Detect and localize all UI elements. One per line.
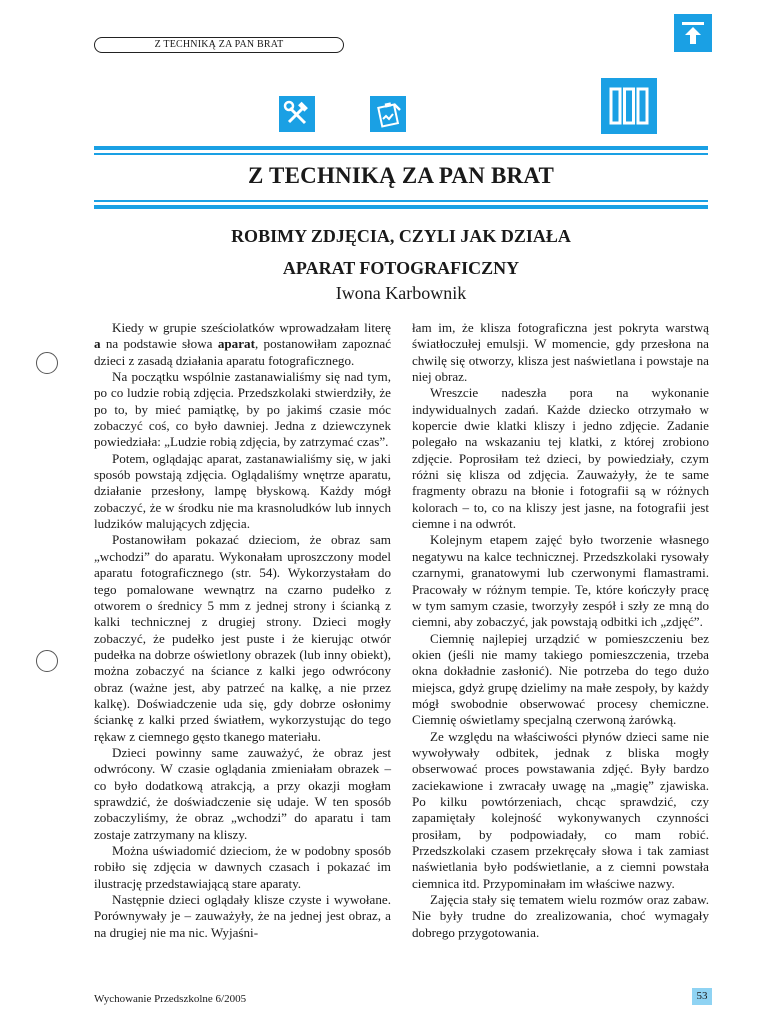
article-title-line1: ROBIMY ZDJĘCIA, CZYLI JAK DZIAŁA — [231, 226, 571, 246]
article-title-line2: APARAT FOTOGRAFICZNY — [282, 258, 520, 278]
divider-bottom-thick — [94, 205, 708, 209]
paragraph: Kiedy w grupie sześciolatków wprowadzałam literę a na podstawie słowa aparat, postanowiłam zapoznać dzieci z zasadą działania aparatu fotograficznego. — [94, 320, 392, 368]
paragraph: Wreszcie nadeszła pora na wykonanie indywidualnych zadań. Każde dziecko otrzymało w kopercie dwie klatki kliszy i jedno zdjęcie. Zadanie polegało na wskazaniu tej klatki, z której zrobiono zdjęcie. Poprosiłam też dzieci, by powiedziały, czym różni się klisza od zdjęcia. Zauważyły, że te same fragmenty obrazu na błonie i fotografii są w różnych kolorach – to, co na kliszy jest jasne, na fotografii jest ciemne i na odwrót. — [412, 385, 709, 532]
page-number-badge: 53 — [692, 988, 712, 1005]
page-title: Z TECHNIKĄ ZA PAN BRAT — [247, 163, 554, 188]
binder-hole-top — [36, 352, 58, 374]
paragraph: Postanowiłam pokazać dzieciom, że obraz sam „wchodzi” do aparatu. Wykonałam uproszczony model aparatu fotograficznego (str. 54). Wykorzystałam do tego pomalowane wewnątrz na czarno pudełko z otworem o średnicy 5 mm z jednej strony i ścianką z kalki technicznej z drugiej strony. Dzieci mogły zobaczyć, że pudełko jest puste i że kierując otwór pudełka na dobrze oświetlony obrazek (lub inny obiekt), można zobaczyć na ściance z kalki jego odwrócony obraz (ważne jest, aby patrzeć na kalkę, a nie przez kalkę). Doświadczenie uda się, gdy dobrze osłonimy ściankę z kalki przed światłem, wykorzystując do tego rękaw z ciemnego gęsto tkanego materiału. — [94, 532, 391, 744]
home-up-icon[interactable] — [674, 14, 712, 52]
body-column-right — [412, 320, 709, 941]
paragraph: Dzieci powinny same zauważyć, że obraz jest odwrócony. W czasie oglądania zmieniałam obrazek – co było dodatkową atrakcją, a przy okazji mogłam sprawdzić, że doświadczenie się udaje. W ten sposób zobaczyliśmy, że obraz „wchodzi” do aparatu i tam zostaje zatrzymany na kliszy. — [94, 744, 391, 842]
paragraph: Zajęcia stały się tematem wielu rozmów oraz zabaw. Nie były trudne do zrealizowania, choć wymagały dobrego przygotowania. — [412, 892, 709, 940]
paragraph: Potem, oglądając aparat, zastanawialiśmy się, w jaki sposób powstają zdjęcia. Oglądaliśmy wnętrze aparatu, działanie przesłony, lampę błyskową. Każdy mógł zobaczyć, że w środku nie ma krasnoludków lub innych ludzików malujących zdjęcia. — [94, 450, 391, 532]
paragraph: Kolejnym etapem zajęć było tworzenie własnego negatywu na kalce technicznej. Przedszkolaki rysowały czarnymi, granatowymi lub czerwonymi flamastrami. Pracowały w różnym tempie. Te, które kończyły pracę w tym samym czasie, tworzyły zespół i szły ze mną do ciemni, aby zobaczyć, jak powstają odbitki ich „zdjęć”. — [412, 532, 709, 630]
paragraph: Można uświadomić dzieciom, że w podobny sposób robiło się zdjęcia w dawnych czasach i pokazać im ilustrację przedstawiającą stare aparaty. — [94, 843, 391, 891]
divider-top-thick — [94, 146, 708, 150]
section-label: Z TECHNIKĄ ZA PAN BRAT — [94, 37, 344, 53]
paragraph: Na początku wspólnie zastanawialiśmy się nad tym, po co ludzie robią zdjęcia. Przedszkolaki stwierdziły, że po to, by mieć pamiątkę, by po jakimś czasie móc zobaczyć coś, co było dawniej. Jedna z dziewczynek powiedziała: „Ludzie robią zdjęcia, by zatrzymać czas”. — [94, 369, 391, 450]
hammer-wrench-icon — [279, 96, 315, 132]
paragraph: Ciemnię najlepiej urządzić w pomieszczeniu bez okien (jeśli nie mamy takiego pomieszczenia, trzeba okna dokładnie zasłonić). Nie potrzeba do tego dużo miejsca, gdyż grupę dzielimy na małe zespoły, by każdy mógł swobodnie obserwować procesy chemiczne. Ciemnię oświetlamy specjalną czerwoną żarówką. — [412, 630, 709, 728]
divider-top-thin — [94, 153, 708, 155]
paragraph-continued: łam im, że klisza fotograficzna jest pokryta warstwą światłoczułej emulsji. W momencie, gdy przesłona na chwilę się otworzy, klisza jest naświetlana i powstaje na niej obraz. — [412, 320, 709, 385]
paragraph: Następnie dzieci oglądały klisze czyste i wywołane. Porównywały je – zauważyły, że na jednej jest obraz, a na drugiej nie ma nic. Wyjaśni- — [94, 892, 391, 940]
clipboard-pencil-icon — [370, 96, 406, 132]
divider-bottom-thin — [94, 200, 708, 202]
vertical-bars-icon — [601, 78, 657, 134]
author: Iwona Karbownik — [335, 283, 467, 303]
journal-footer: Wychowanie Przedszkolne 6/2005 — [94, 993, 247, 1005]
binder-hole-bottom — [36, 650, 58, 672]
paragraph: Ze względu na właściwości płynów dzieci same nie wywoływały odbitek, jednak z bliska mogły obserwować proces powstawania zdjęć. Były bardzo zaciekawione i zwracały uwagę na „magię” zjawiska. Po kilku powtórzeniach, chcąc sprawdzić, czy zapamiętały kolejność wykonywanych czynności prosiłam, by podpowiadały, co mam robić. Przedszkolaki czasem przekręcały słowa i tak zamiast naświetlania było podświetlanie, a z ciemni powstała ciemnica itd. Przypominałam im właściwe nazwy. — [412, 728, 709, 891]
body-column-left — [94, 320, 391, 941]
